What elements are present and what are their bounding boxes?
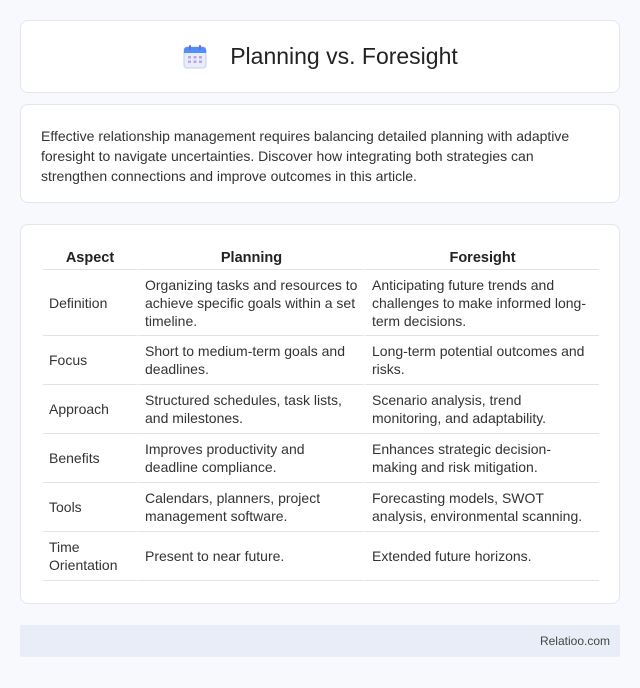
- row-planning: Improves productivity and deadline compliance.: [137, 434, 364, 483]
- page-title: Planning vs. Foresight: [230, 43, 458, 69]
- footer-bar: [20, 625, 620, 657]
- row-foresight: Extended future horizons.: [364, 532, 599, 581]
- table-row: [43, 483, 599, 532]
- table-header-row: [43, 245, 599, 270]
- row-aspect: Benefits: [43, 434, 137, 483]
- calendar-icon: [182, 44, 208, 70]
- row-aspect: Focus: [43, 336, 137, 385]
- table-row: [43, 385, 599, 434]
- footer-brand: Relatioo.com: [539, 634, 610, 648]
- row-planning: Organizing tasks and resources to achieve specific goals within a set timeline.: [137, 270, 364, 336]
- row-foresight: Scenario analysis, trend monitoring, and adaptability.: [364, 385, 599, 434]
- comparison-table: [43, 245, 599, 581]
- table-row: [43, 532, 599, 581]
- title-group: [182, 43, 458, 70]
- row-planning: Short to medium-term goals and deadlines.: [137, 336, 364, 385]
- row-aspect: Definition: [43, 270, 137, 336]
- row-aspect: Time Orientation: [43, 532, 137, 581]
- row-aspect: Tools: [43, 483, 137, 532]
- intro-paragraph: Effective relationship management requires balancing detailed planning with adaptive foresight to navigate uncertainties. Discover how integrating both strategies can strengthen connections and improve outcomes in this article.: [41, 128, 570, 184]
- row-foresight: Enhances strategic decision-making and risk mitigation.: [364, 434, 599, 483]
- comparison-table-card: [20, 224, 620, 604]
- table-row: [43, 336, 599, 385]
- intro-card: [20, 104, 620, 203]
- row-foresight: Anticipating future trends and challenges to make informed long-term decisions.: [364, 270, 599, 336]
- row-planning: Structured schedules, task lists, and milestones.: [137, 385, 364, 434]
- row-foresight: Forecasting models, SWOT analysis, environmental scanning.: [364, 483, 599, 532]
- row-foresight: Long-term potential outcomes and risks.: [364, 336, 599, 385]
- row-planning: Calendars, planners, project management software.: [137, 483, 364, 532]
- row-aspect: Approach: [43, 385, 137, 434]
- table-row: [43, 270, 599, 336]
- table-row: [43, 434, 599, 483]
- title-card: [20, 20, 620, 93]
- header-planning: Planning: [137, 245, 364, 270]
- header-aspect: Aspect: [43, 245, 137, 270]
- row-planning: Present to near future.: [137, 532, 364, 581]
- header-foresight: Foresight: [364, 245, 599, 270]
